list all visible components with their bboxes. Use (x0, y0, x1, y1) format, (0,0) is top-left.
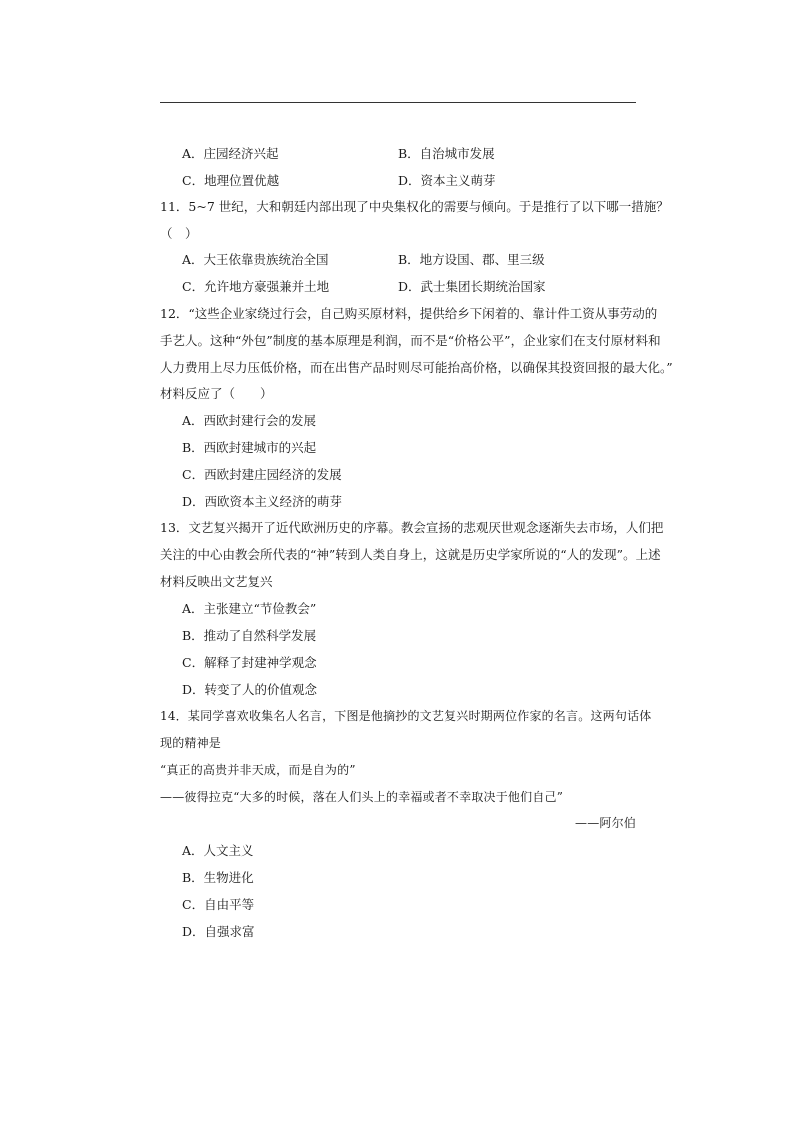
q11-option-d: D．武士集团长期统治国家 (398, 279, 546, 294)
q13-option-c: C．解释了封建神学观念 (182, 655, 317, 670)
q12-stem-line-1: 12．“这些企业家绕过行会，自己购买原材料，提供给乡下闲着的、靠计件工资从事劳动的 (160, 306, 658, 321)
q12-stem-line-3: 人力费用上尽力压低价格，而在出售产品时则尽可能抬高价格，以确保其投资回报的最大化。” (160, 360, 673, 375)
q14-stem-line-2: 现的精神是 (160, 736, 222, 750)
q13-stem-line-2: 关注的中心由教会所代表的“神”转到人类自身上，这就是历史学家所说的“人的发现”。上述 (160, 547, 661, 562)
q14-quote-2: ——彼得拉克“大多的时候，落在人们头上的幸福或者不幸取决于他们自己” (160, 790, 564, 804)
q14-option-d: D．自强求富 (182, 924, 255, 939)
q11-option-c: C．允许地方豪强兼并土地 (182, 279, 330, 294)
q13-option-d: D．转变了人的价值观念 (182, 682, 318, 697)
q12-stem-line-4: 材料反应了（ ） (160, 386, 273, 401)
q14-option-b: B．生物进化 (182, 870, 254, 885)
q13-option-b: B．推动了自然科学发展 (182, 628, 317, 643)
q11-option-a: A．大王依靠贵族统治全国 (182, 252, 329, 267)
q12-option-a: A．西欧封建行会的发展 (182, 413, 317, 428)
q14-stem-line-1: 14．某同学喜欢收集名人名言，下图是他摘抄的文艺复兴时期两位作家的名言。这两句话体 (160, 709, 652, 723)
q10-option-a: A．庄园经济兴起 (182, 146, 279, 161)
q12-stem-line-2: 手艺人。这种“外包”制度的基本原理是利润，而不是“价格公平”，企业家们在支付原材料和 (160, 333, 661, 348)
q14-quote-1: “真正的高贵并非天成，而是自为的” (160, 763, 356, 777)
q14-attribution: ——阿尔伯 (575, 816, 637, 830)
header-rule (160, 102, 636, 103)
q13-stem-line-3: 材料反映出文艺复兴 (160, 574, 273, 589)
q13-stem-line-1: 13．文艺复兴揭开了近代欧洲历史的序幕。教会宣扬的悲观厌世观念逐渐失去市场，人们把 (160, 520, 664, 535)
q11-stem-line-1: 11．5~7 世纪，大和朝廷内部出现了中央集权化的需要与倾向。于是推行了以下哪一措施？ (160, 199, 669, 214)
q14-option-c: C．自由平等 (182, 897, 255, 912)
q10-option-b: B．自治城市发展 (398, 146, 495, 161)
q12-option-d: D．西欧资本主义经济的萌芽 (182, 494, 343, 509)
q13-option-a: A．主张建立“节俭教会” (182, 601, 317, 616)
q11-option-b: B．地方设国、郡、里三级 (398, 252, 545, 267)
q12-option-c: C．西欧封建庄园经济的发展 (182, 467, 342, 482)
q11-stem-line-2: （ ） (160, 226, 198, 241)
q14-option-a: A．人文主义 (182, 843, 254, 858)
q12-option-b: B．西欧封建城市的兴起 (182, 440, 317, 455)
q10-option-d: D．资本主义萌芽 (398, 173, 496, 188)
q10-option-c: C．地理位置优越 (182, 173, 280, 188)
